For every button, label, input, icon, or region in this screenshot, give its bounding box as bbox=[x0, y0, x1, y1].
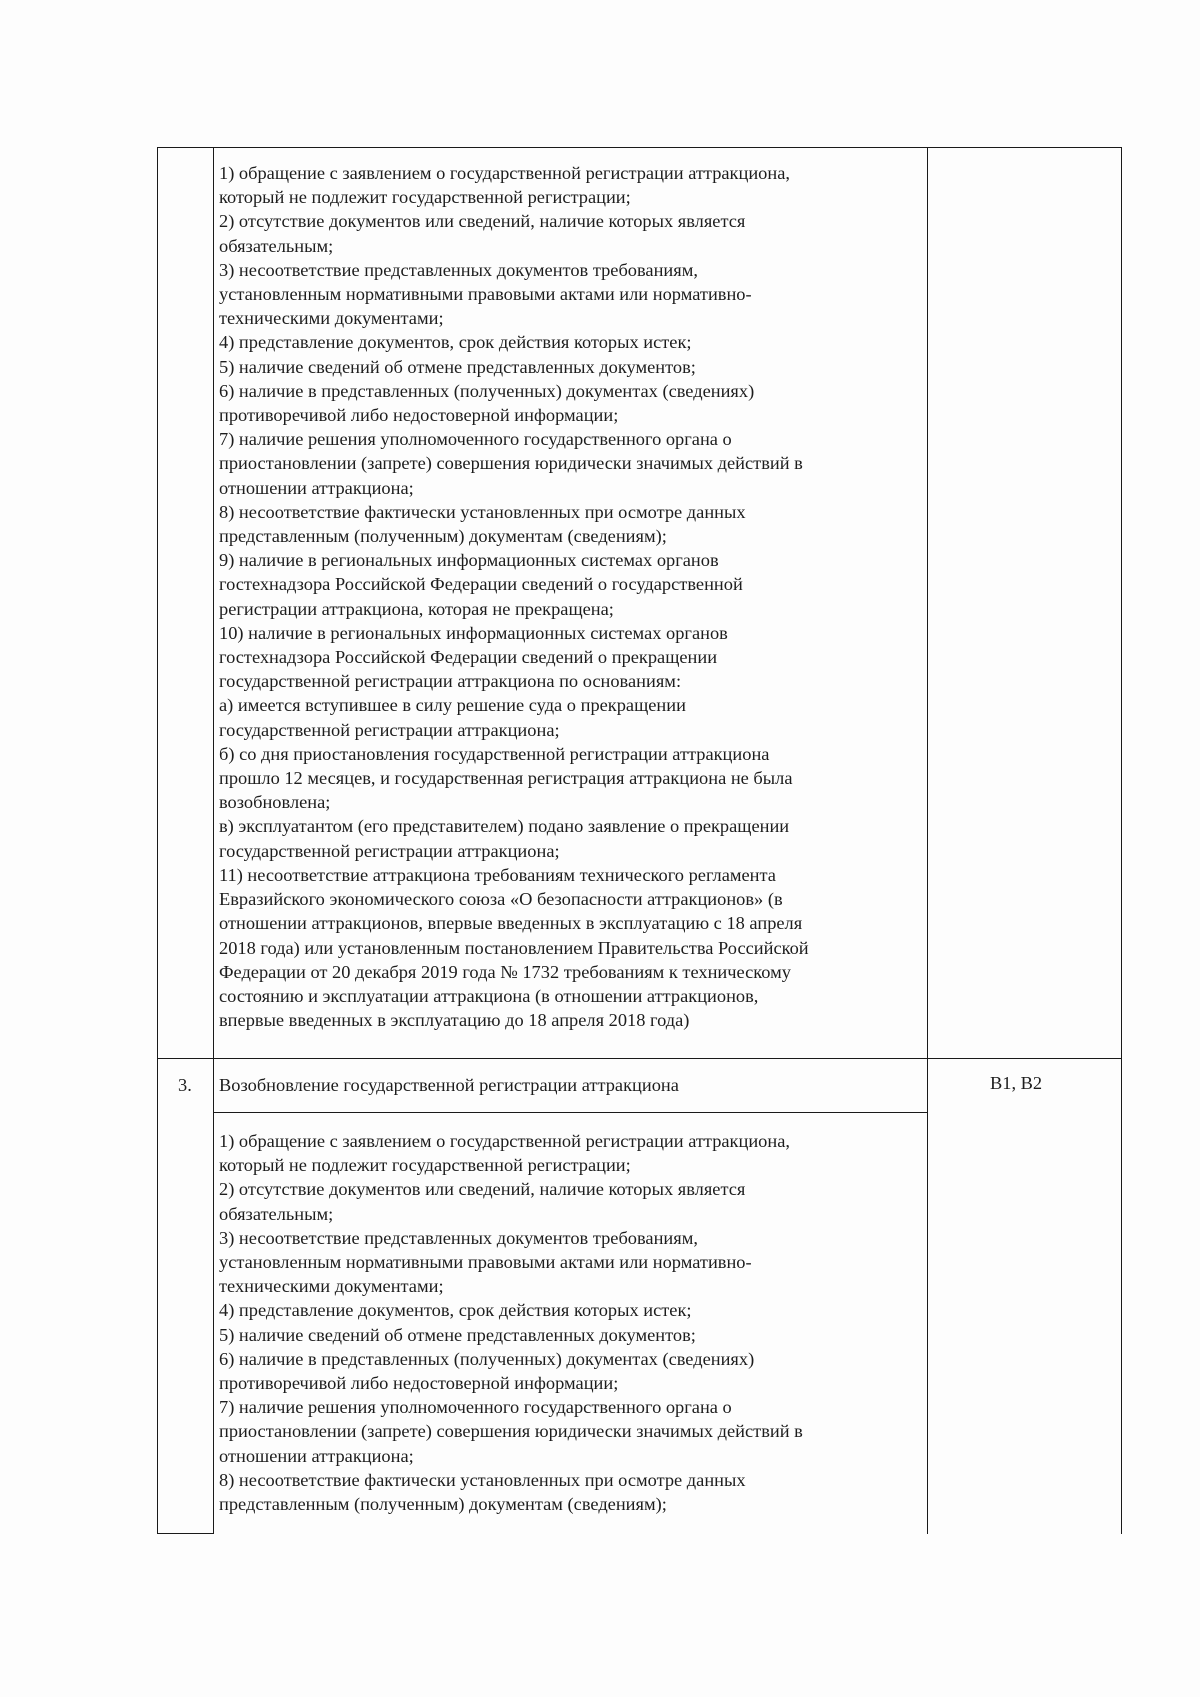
text-line: впервые введенных в эксплуатацию до 18 апреля 2018 года) bbox=[219, 1010, 690, 1031]
text-line: состоянию и эксплуатации аттракциона (в отношении аттракционов, bbox=[219, 985, 759, 1006]
text-line: приостановлении (запрете) совершения юридически значимых действий в bbox=[219, 1421, 803, 1442]
text-line: техническими документами; bbox=[219, 308, 444, 329]
text-line: государственной регистрации аттракциона по основаниям: bbox=[219, 671, 682, 692]
text-line: обязательным; bbox=[219, 1203, 334, 1224]
text-line: 8) несоответствие фактически установленных при осмотре данных bbox=[219, 501, 746, 522]
text-line: приостановлении (запрете) совершения юридически значимых действий в bbox=[219, 453, 803, 474]
column-divider-1 bbox=[213, 147, 214, 1534]
table-left-border bbox=[157, 147, 158, 1534]
text-line: 2) отсутствие документов или сведений, наличие которых является bbox=[219, 1179, 746, 1200]
text-line: в) эксплуатантом (его представителем) подано заявление о прекращении bbox=[219, 816, 790, 837]
text-line: Федерации от 20 декабря 2019 года № 1732 требованиям к техническому bbox=[219, 961, 791, 982]
text-line: отношении аттракционов, впервые введенных в эксплуатацию с 18 апреля bbox=[219, 913, 803, 934]
text-line: 6) наличие в представленных (полученных) документах (сведениях) bbox=[219, 1348, 755, 1369]
text-line: 10) наличие в региональных информационных системах органов bbox=[219, 622, 728, 643]
text-line: противоречивой либо недостоверной информации; bbox=[219, 1373, 619, 1394]
text-line: б) со дня приостановления государственной регистрации аттракциона bbox=[219, 743, 770, 764]
text-line: отношении аттракциона; bbox=[219, 1445, 414, 1466]
text-line: 3) несоответствие представленных документов требованиям, bbox=[219, 259, 698, 280]
text-line: 4) представление документов, срок действия которых истек; bbox=[219, 332, 692, 353]
text-line: представленным (полученным) документам (сведениям); bbox=[219, 1494, 667, 1515]
table-bottom-border bbox=[157, 1533, 213, 1534]
text-line: который не подлежит государственной регистрации; bbox=[219, 1155, 631, 1176]
text-line: 2018 года) или установленным постановлением Правительства Российской bbox=[219, 937, 809, 958]
text-line: противоречивой либо недостоверной информации; bbox=[219, 405, 619, 426]
row-divider bbox=[157, 1058, 1121, 1059]
table-top-border bbox=[157, 147, 1121, 148]
text-line: 7) наличие решения уполномоченного государственного органа о bbox=[219, 1397, 732, 1418]
text-line: гостехнадзора Российской Федерации сведений о прекращении bbox=[219, 647, 718, 668]
text-line: 9) наличие в региональных информационных системах органов bbox=[219, 550, 719, 571]
text-line: государственной регистрации аттракциона; bbox=[219, 840, 560, 861]
grounds-list bbox=[219, 1129, 803, 1516]
text-line: 7) наличие решения уполномоченного государственного органа о bbox=[219, 429, 732, 450]
text-line: 4) представление документов, срок действия которых истек; bbox=[219, 1300, 692, 1321]
text-line: установленным нормативными правовыми актами или нормативно- bbox=[219, 1252, 752, 1273]
column-divider-2 bbox=[927, 147, 928, 1534]
text-line: а) имеется вступившее в силу решение суда о прекращении bbox=[219, 695, 686, 716]
text-line: 3) несоответствие представленных документов требованиям, bbox=[219, 1227, 698, 1248]
text-line: техническими документами; bbox=[219, 1276, 444, 1297]
text-line: 6) наличие в представленных (полученных) документах (сведениях) bbox=[219, 380, 755, 401]
row-codes: В1, В2 bbox=[990, 1073, 1043, 1093]
text-line: 1) обращение с заявлением о государственной регистрации аттракциона, bbox=[219, 163, 790, 183]
text-line: обязательным; bbox=[219, 235, 334, 256]
text-line: 2) отсутствие документов или сведений, наличие которых является bbox=[219, 211, 746, 232]
grounds-list-continued bbox=[219, 161, 809, 1032]
table-right-border bbox=[1121, 147, 1122, 1534]
text-line: 8) несоответствие фактически установленных при осмотре данных bbox=[219, 1469, 746, 1490]
text-line: 11) несоответствие аттракциона требованиям технического регламента bbox=[219, 864, 776, 885]
row-title: Возобновление государственной регистрации аттракциона bbox=[219, 1075, 679, 1095]
title-divider bbox=[213, 1112, 927, 1113]
text-line: представленным (полученным) документам (сведениям); bbox=[219, 526, 667, 547]
text-line: 5) наличие сведений об отмене представленных документов; bbox=[219, 356, 696, 377]
text-line: 5) наличие сведений об отмене представленных документов; bbox=[219, 1324, 696, 1345]
text-line: установленным нормативными правовыми актами или нормативно- bbox=[219, 284, 752, 305]
text-line: который не подлежит государственной регистрации; bbox=[219, 187, 631, 208]
text-line: 1) обращение с заявлением о государственной регистрации аттракциона, bbox=[219, 1131, 790, 1151]
text-line: гостехнадзора Российской Федерации сведений о государственной bbox=[219, 574, 743, 595]
text-line: Евразийского экономического союза «О безопасности аттракционов» (в bbox=[219, 889, 783, 910]
row-number: 3. bbox=[178, 1075, 192, 1095]
text-line: регистрации аттракциона, которая не прекращена; bbox=[219, 598, 614, 619]
text-line: государственной регистрации аттракциона; bbox=[219, 719, 560, 740]
text-line: отношении аттракциона; bbox=[219, 477, 414, 498]
text-line: прошло 12 месяцев, и государственная регистрация аттракциона не была bbox=[219, 768, 793, 789]
text-line: возобновлена; bbox=[219, 792, 331, 813]
